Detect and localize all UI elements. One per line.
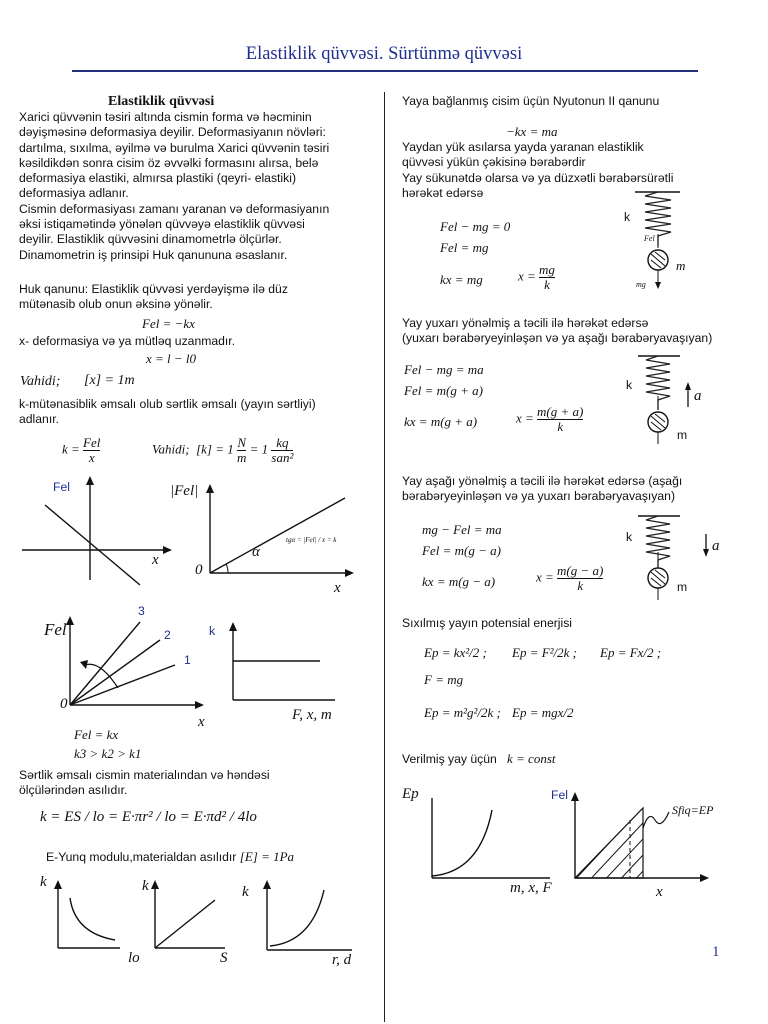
f-equals-mg: F = mg <box>424 672 464 687</box>
graph3-line-2: 2 <box>164 628 171 642</box>
graph3-x-label: x <box>198 714 205 730</box>
intro-line-1: Xarici qüvvənin təsiri altında cismin forma və həcminin <box>19 110 312 124</box>
graph-k-constant <box>225 618 355 708</box>
unit-x: [x] = 1m <box>84 373 135 388</box>
graph2-y-label: |Fel| <box>170 483 199 499</box>
k-desc-line-2: adlanır. <box>19 412 59 427</box>
intro-line-2: dəyişməsinə deformasiya deyilir. Deformasiyanın növləri: <box>19 125 326 140</box>
spring2-m: m <box>677 428 688 442</box>
relation-k3-k2-k1: k3 > k2 > k1 <box>74 746 142 761</box>
graph-k-vs-lo <box>40 878 130 958</box>
graph-k-vs-rd <box>252 878 362 958</box>
small-graph3-y: k <box>242 884 249 900</box>
spring1-k: k <box>624 210 631 224</box>
graph-fel-x-label: x <box>656 884 663 900</box>
sertlik-paragraph <box>19 768 367 799</box>
ep-formula-2: Ep = F²/2k ; <box>512 645 578 660</box>
graph3-line-3: 3 <box>138 604 145 618</box>
given-line: Verilmiş yay üçün k = const <box>402 751 556 766</box>
small-graph2-y: k <box>142 878 149 894</box>
rest-eq1: Fel − mg = 0 <box>440 219 511 234</box>
intro-line-7: Cismin deformasiyası zamanı yaranan və deformasiyanın <box>19 201 330 216</box>
page-title: Elastiklik qüvvəsi. Sürtünmə qüvvəsi <box>245 44 523 64</box>
spring3-a: a <box>712 538 720 554</box>
spring1-m: m <box>676 258 686 273</box>
ep-formula-3: Ep = Fx/2 ; <box>600 645 662 660</box>
small-graph1-x: lo <box>128 950 140 966</box>
section-heading-elastiklik: Elastiklik qüvvəsi <box>108 94 215 109</box>
graph-fel-y-label: Fel <box>551 788 568 802</box>
spring1-fel: Fel <box>644 234 655 243</box>
spring-accel-down <box>630 512 720 612</box>
spring2-a: a <box>694 388 702 404</box>
accel-down-line-2: bərabəryeyinləşən və ya yuxarı bərabəryavaşıyan) <box>402 489 676 504</box>
title-underline <box>72 70 698 72</box>
graph2-alpha: α <box>252 544 260 560</box>
e-description: E-Yunq modulu,materialdan asılıdır [E] = 1Pa <box>46 849 295 864</box>
intro-line-9: deyilir. Elastiklik qüvvəsini dinamometrlə ölçürlər. <box>19 232 282 247</box>
small-graph1-y: k <box>40 874 47 890</box>
sertlik-line-2: ölçülərindən asılıdır. <box>19 783 128 798</box>
graph-abs-fel-vs-x <box>200 478 360 588</box>
sertlik-line-1: Sərtlik əmsalı cismin materialından və həndəsi <box>19 768 270 782</box>
x-description: x- deformasiya və ya mütləq uzanmadır. <box>19 334 236 348</box>
rest-eq3: kx = mg <box>440 272 483 287</box>
up-eq3: kx = m(g + a) <box>404 414 478 429</box>
accel-up-paragraph <box>402 316 762 347</box>
down-eq2: Fel = m(g − a) <box>422 543 501 558</box>
intro-line-8: əksi istiqamətində yönələn qüvvəyə elastiklik qüvvəsi <box>19 217 305 232</box>
huk-line-2: mütənasib olub onun əksinə yönəlir. <box>19 297 213 312</box>
graph-k-vs-s <box>140 878 230 958</box>
graph-fel-area-note: Sfiq=EP <box>672 803 714 817</box>
graph1-x-label: x <box>152 552 159 568</box>
k-formula: k = $\frac{\text{Fel}}{x}$ <box>62 435 101 465</box>
accel-down-paragraph <box>402 474 762 505</box>
spring2-k: k <box>626 378 633 392</box>
ep-formula-1: Ep = kx²/2 ; <box>424 645 487 660</box>
huk-line-1: Huk qanunu: Elastiklik qüvvəsi yerdəyişmə ilə düz <box>19 282 288 296</box>
up-eq2: Fel = m(g + a) <box>404 383 483 398</box>
accel-down-line-1: Yay aşağı yönəlmiş a təcili ilə hərəkət edərsə (aşağı <box>402 474 683 488</box>
rest-eq2: Fel = mg <box>440 240 489 255</box>
spring1-mg: mg <box>636 280 646 289</box>
k-description <box>19 397 367 428</box>
spring3-m: m <box>677 580 688 594</box>
column-divider <box>384 92 385 1022</box>
graph3-origin: 0 <box>60 696 68 712</box>
graph2-origin: 0 <box>195 562 203 578</box>
intro-paragraph <box>19 110 367 263</box>
down-eq3: kx = m(g − a) <box>422 574 496 589</box>
rest-eq4: x = $\frac{mg}{k}$ <box>518 262 555 292</box>
graph3-y-label: Fel <box>44 620 67 639</box>
small-graph2-x: S <box>220 950 228 966</box>
accel-up-line-1: Yay yuxarı yönəlmiş a təcili ilə hərəkət edərsə <box>402 316 649 330</box>
up-eq4: x = $\frac{m(g + a)}{k}$ <box>516 404 584 434</box>
down-eq1: mg − Fel = ma <box>422 522 502 537</box>
graph4-x-label: F, x, m <box>292 707 332 723</box>
relation-fel-kx: Fel = kx <box>74 727 119 742</box>
potential-heading: Sıxılmış yayın potensial enerjisi <box>402 616 573 630</box>
k-unit: Vahidi; [k] = 1 $\frac{N}{m}$ = 1 $\frac{kq}{\text{san²}}$ <box>152 435 294 465</box>
k-es-formula: k = ES / lo = E·πr² / lo = E·πd² / 4lo <box>40 809 257 825</box>
huk-law-paragraph <box>19 282 367 313</box>
newton-line: Yaya bağlanmış cisim üçün Nyutonun II qanunu <box>402 94 660 108</box>
graph2-tangent-note: tgα = |Fel| / x = k <box>286 536 337 544</box>
unit-x-label: Vahidi; <box>20 374 61 389</box>
ep-formula-4: Ep = m²g²/2k ; <box>424 705 501 720</box>
graph3-line-1: 1 <box>184 653 191 667</box>
accel-up-line-2: (yuxarı bərabəryeyinləşən və ya aşağı bərabəryavaşıyan) <box>402 331 713 346</box>
graph-fel-vs-x <box>20 470 180 590</box>
graph1-y-label: Fel <box>53 480 70 494</box>
intro-line-5: deformasiya elastiki, almırsa plastiki (qeyri- elastiki) <box>19 171 297 186</box>
rest-line-4: hərəkət edərsə <box>402 185 484 200</box>
page-number: 1 <box>712 944 720 960</box>
graph-ep-x-label: m, x, F <box>510 880 552 896</box>
rest-line-1: Yaydan yük asılarsa yayda yaranan elastiklik <box>402 140 644 154</box>
graph4-y-label: k <box>209 624 216 638</box>
down-eq4: x = $\frac{m(g - a)}{k}$ <box>536 563 604 593</box>
intro-line-4: kəsildikdən sonra cisim öz əvvəlki formasını alırsa, belə <box>19 155 319 170</box>
newton-formula: −kx = ma <box>506 124 558 139</box>
k-desc-line-1: k-mütənasiblik əmsalı olub sərtlik əmsalı (yayın sərtliyi) <box>19 397 316 411</box>
spring3-k: k <box>626 530 633 544</box>
graph2-x-label: x <box>334 580 341 596</box>
graph-ep <box>420 790 560 890</box>
up-eq1: Fel − mg = ma <box>404 362 484 377</box>
intro-line-3: dartılma, sıxılma, əyilmə və burulma Xarici qüvvənin təsiri <box>19 140 330 155</box>
graph-ep-y-label: Ep <box>402 786 419 802</box>
rest-line-2: qüvvəsi yükün çəkisinə bərabərdir <box>402 155 586 170</box>
ep-formula-5: Ep = mgx/2 <box>512 705 574 720</box>
intro-line-10: Dinamometrin iş prinsipi Huk qanununa əsaslanır. <box>19 247 288 262</box>
formula-x-l-l0: x = l − l0 <box>146 351 197 366</box>
small-graph3-x: r, d <box>332 952 352 968</box>
rest-line-3: Yay sükunətdə olarsa və ya düzxətli bərabərsürətli <box>402 170 674 185</box>
intro-line-6: deformasiya adlanır. <box>19 186 129 201</box>
formula-fel-kx: Fel = −kx <box>142 316 195 331</box>
